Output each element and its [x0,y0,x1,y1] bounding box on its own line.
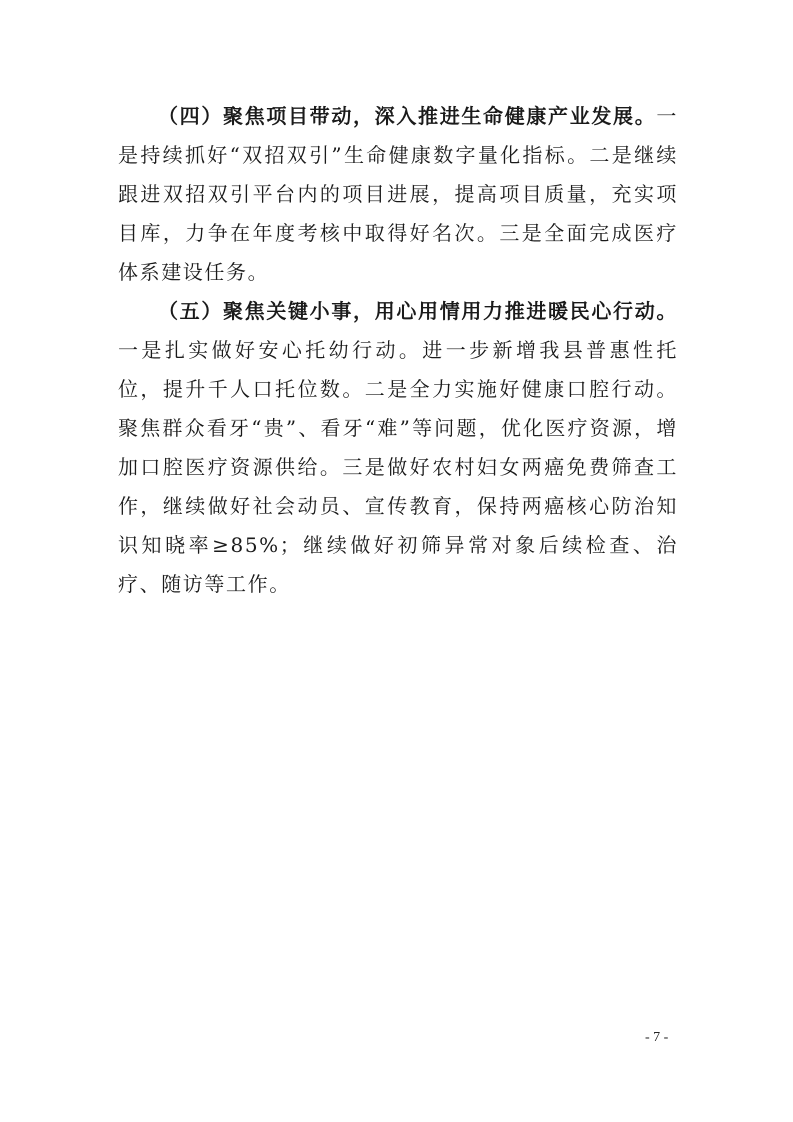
paragraph-4 [118,97,678,292]
page-number: - 7 - [645,1030,669,1045]
paragraph-body: 一是扎实做好安心托幼行动。进一步新增我县普惠性托位，提升千人口托位数。二是全力实施好健康口腔行动。聚焦群众看牙“贵”、看牙“难”等问题，优化医疗资源，增加口腔医疗资源供给。三是做好农村妇女两癌免费筛查工作，继续做好社会动员、宣传教育，保持两癌核心防治知识知晓率≥85%；继续做好初筛异常对象后续检查、治疗、随访等工作。 [118,338,678,596]
paragraph-5 [118,292,678,604]
paragraph-heading: （四）聚焦项目带动，深入推进生命健康产业发展。 [158,104,657,128]
document-body [118,97,678,604]
paragraph-heading: （五）聚焦关键小事，用心用情用力推进暖民心行动。 [158,299,678,323]
paragraph-body: 一是持续抓好“双招双引”生命健康数字量化指标。二是继续跟进双招双引平台内的项目进展，提高项目质量，充实项目库，力争在年度考核中取得好名次。三是全面完成医疗体系建设任务。 [118,104,678,284]
